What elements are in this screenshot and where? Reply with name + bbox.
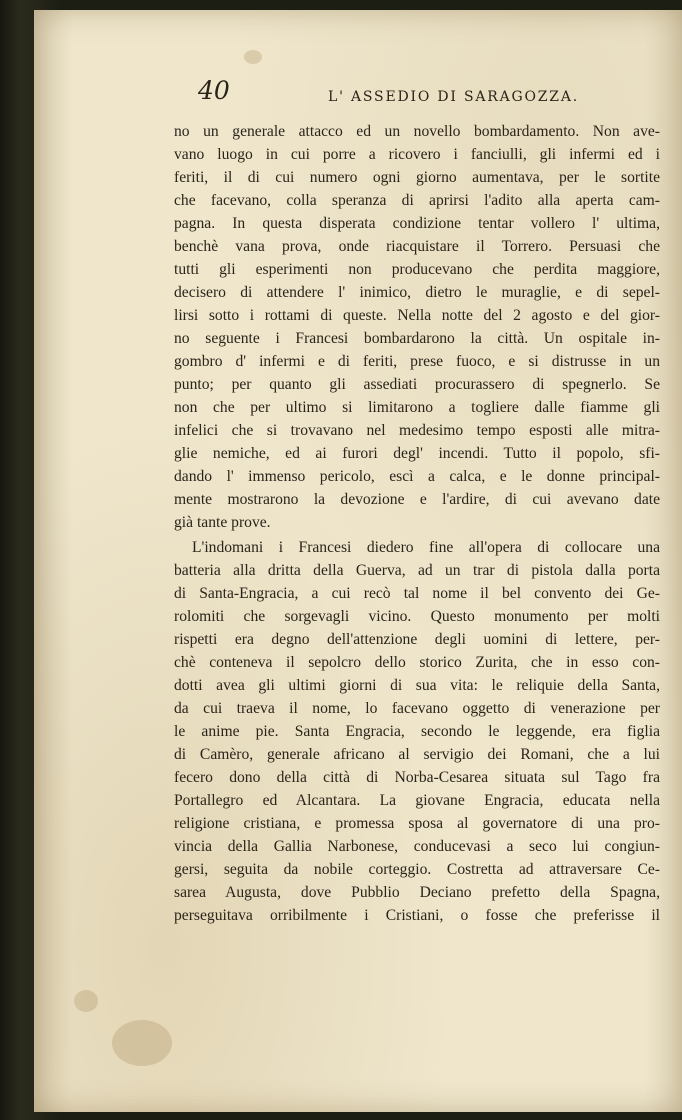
text-line: L'indomani i Francesi diedero fine all'opera di collocare una [192, 539, 660, 556]
text-line: rispetti era degno dell'attenzione degli uomini di lettere, per- [174, 631, 660, 648]
page-header [150, 78, 600, 118]
paragraph [174, 536, 660, 927]
text-line: dando l' immenso pericolo, escì a calca, e le donne principal- [174, 468, 660, 485]
paragraph [174, 120, 660, 534]
text-line: gersi, seguita da nobile corteggio. Costretta ad attraversare Ce- [174, 861, 660, 878]
text-line: già tante prove. [174, 514, 271, 531]
text-line: che facevano, colla speranza di aprirsi l'adito alla aperta cam- [174, 192, 660, 209]
text-line: di Camèro, generale africano al servigio dei Romani, che a lui [174, 746, 660, 763]
paper-stain [112, 1020, 172, 1066]
text-line: no seguente i Francesi bombardarono la città. Un ospitale in- [174, 330, 660, 347]
paper-stain [244, 50, 262, 64]
text-line: vincia della Gallia Narbonese, conducevasi a seco lui congiun- [174, 838, 660, 855]
body-text [174, 120, 660, 927]
text-line: glie nemiche, ed ai furori degl' incendi. Tutto il popolo, sfi- [174, 445, 660, 462]
text-line: decisero di attendere l' inimico, dietro le muraglie, e di sepel- [174, 284, 660, 301]
text-line: da cui traeva il nome, lo facevano oggetto di venerazione per [174, 700, 660, 717]
text-line: lirsi sotto i rottami di queste. Nella notte del 2 agosto e del gior- [174, 307, 660, 324]
page-number: 40 [198, 76, 230, 105]
text-line: Portallegro ed Alcantara. La giovane Engracia, educata nella [174, 792, 660, 809]
text-line: no un generale attacco ed un novello bombardamento. Non ave- [174, 123, 660, 140]
text-line: fecero dono della città di Norba-Cesarea situata sul Tago fra [174, 769, 660, 786]
text-line: vano luogo in cui porre a ricovero i fanciulli, gli infermi ed i [174, 146, 660, 163]
paper-stain [74, 990, 98, 1012]
text-line: rolomiti che sorgevagli vicino. Questo monumento per molti [174, 608, 660, 625]
text-line: mente mostrarono la devozione e l'ardire, di cui avevano date [174, 491, 660, 508]
text-line: punto; per quanto gli assediati procurassero di spegnerlo. Se [174, 376, 660, 393]
text-line: tutti gli esperimenti non producevano che perdita maggiore, [174, 261, 660, 278]
text-line: perseguitava orribilmente i Cristiani, o fosse che preferisse il [174, 907, 660, 924]
text-line: benchè vana prova, onde riacquistare il Torrero. Persuasi che [174, 238, 660, 255]
running-title: L' ASSEDIO DI SARAGOZZA. [328, 89, 579, 105]
text-line: sarea Augusta, dove Pubblio Deciano prefetto della Spagna, [174, 884, 660, 901]
text-line: batteria alla dritta della Guerva, ad un trar di pistola dalla porta [174, 562, 660, 579]
text-line: non che per ultimo si limitarono a togliere dalle fiamme gli [174, 399, 660, 416]
text-line: infelici che si trovavano nel medesimo tempo esposti alle mitra- [174, 422, 660, 439]
text-line: gombro d' infermi e di feriti, prese fuoco, e si distrusse in un [174, 353, 660, 370]
text-line: pagna. In questa disperata condizione tentar vollero l' ultima, [174, 215, 660, 232]
text-line: le anime pie. Santa Engracia, secondo le leggende, era figlia [174, 723, 660, 740]
text-line: religione cristiana, e promessa sposa al governatore di una pro- [174, 815, 660, 832]
text-line: dotti avea gli ultimi giorni di sua vita: le reliquie della Santa, [174, 677, 660, 694]
text-line: chè conteneva il sepolcro dello storico Zurita, che in esso con- [174, 654, 660, 671]
text-line: feriti, il di cui numero ogni giorno aumentava, per le sortite [174, 169, 660, 186]
book-page [34, 10, 682, 1112]
text-line: di Santa-Engracia, a cui recò tal nome il bel convento dei Ge- [174, 585, 660, 602]
